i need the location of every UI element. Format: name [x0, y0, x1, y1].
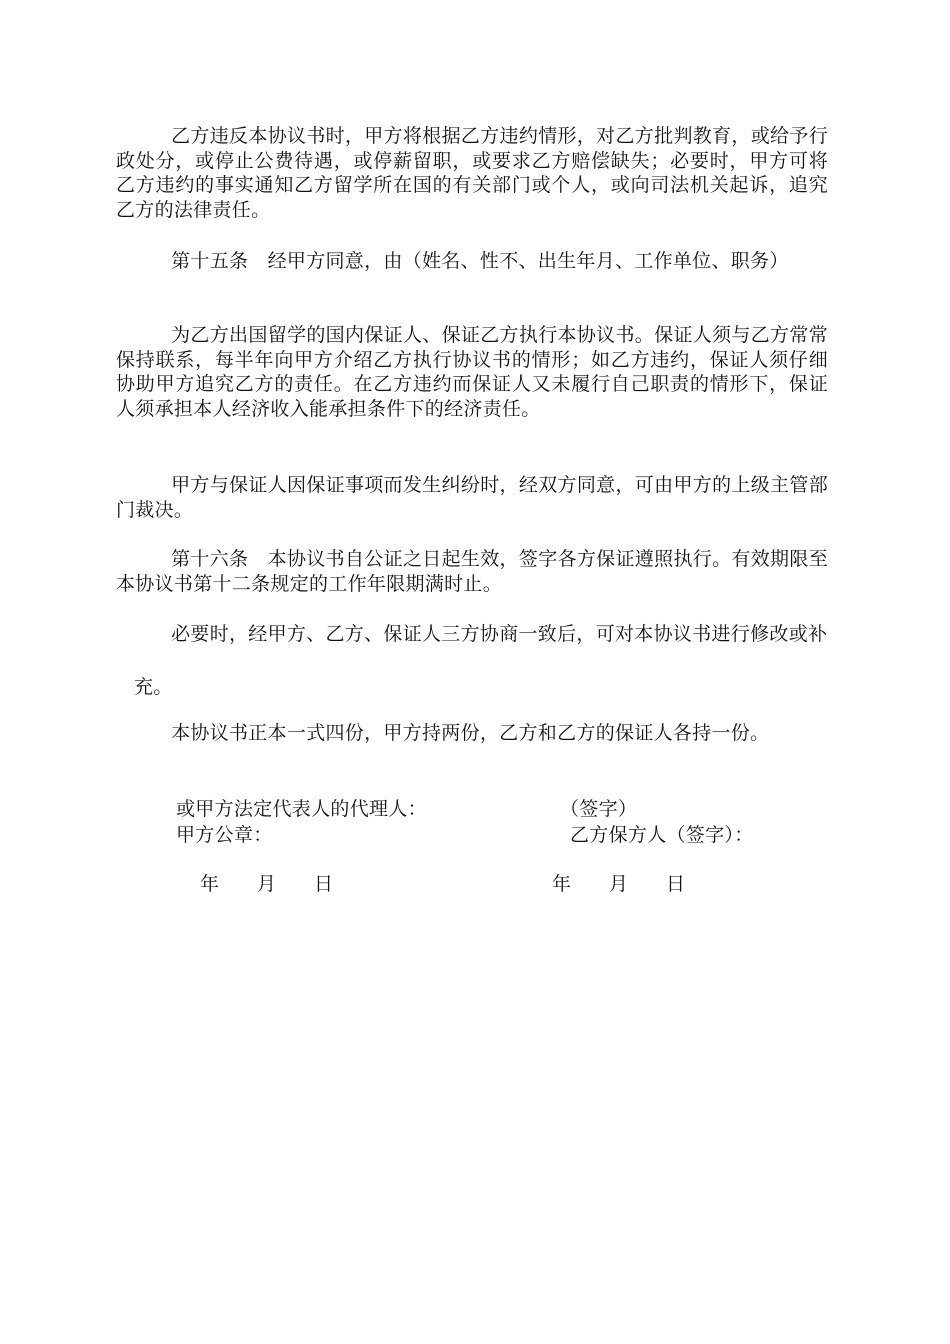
date-right: 年 月 日 — [552, 873, 686, 895]
paragraph-amendment — [116, 622, 828, 647]
paragraph-dispute: 甲方与保证人因保证事项而发生纠纷时，经双方同意，可由甲方的上级主管部门裁决。 — [116, 474, 828, 521]
paragraph-article-15: 第十五条 经甲方同意，由（姓名、性不、出生年月、工作单位、职务） — [171, 250, 789, 272]
paragraph-article-16: 第十六条 本协议书自公证之日起生效，签字各方保证遵照执行。有效期限至本协议书第十二条规定的工作年限期满时止。 — [116, 548, 828, 595]
paragraph-guarantor: 为乙方出国留学的国内保证人、保证乙方执行本协议书。保证人须与乙方常常保持联系，每半年向甲方介绍乙方执行协议书的情形；如乙方违约，保证人须仔细协助甲方追究乙方的责任。在乙方违约而保证人又未履行自己职责的情形下，保证人须承担本人经济收入能承担条件下的经济责任。 — [116, 324, 828, 420]
paragraph-amendment-text: 必要时，经甲方、乙方、保证人三方协商一致后，可对本协议书进行修改或补 — [171, 623, 828, 645]
paragraph-copies: 本协议书正本一式四份，甲方持两份，乙方和乙方的保证人各持一份。 — [171, 722, 770, 744]
paragraph-amendment-tail: 充。 — [134, 676, 173, 698]
date-left: 年 月 日 — [200, 873, 334, 895]
agent-label: 或甲方法定代表人的代理人： — [176, 798, 427, 820]
party-b-guarantor-label: 乙方保方人（签字）： — [570, 824, 754, 846]
party-b-sign-label: （签字） — [560, 798, 638, 820]
paragraph-breach: 乙方违反本协议书时，甲方将根据乙方违约情形，对乙方批判教育，或给予行政处分，或停止公费待遇，或停薪留职，或要求乙方赔偿缺失；必要时，甲方可将乙方违约的事实通知乙方留学所在国的有关部门或个人，或向司法机关起诉，追究乙方的法律责任。 — [116, 125, 828, 221]
party-a-seal-label: 甲方公章： — [176, 824, 273, 846]
